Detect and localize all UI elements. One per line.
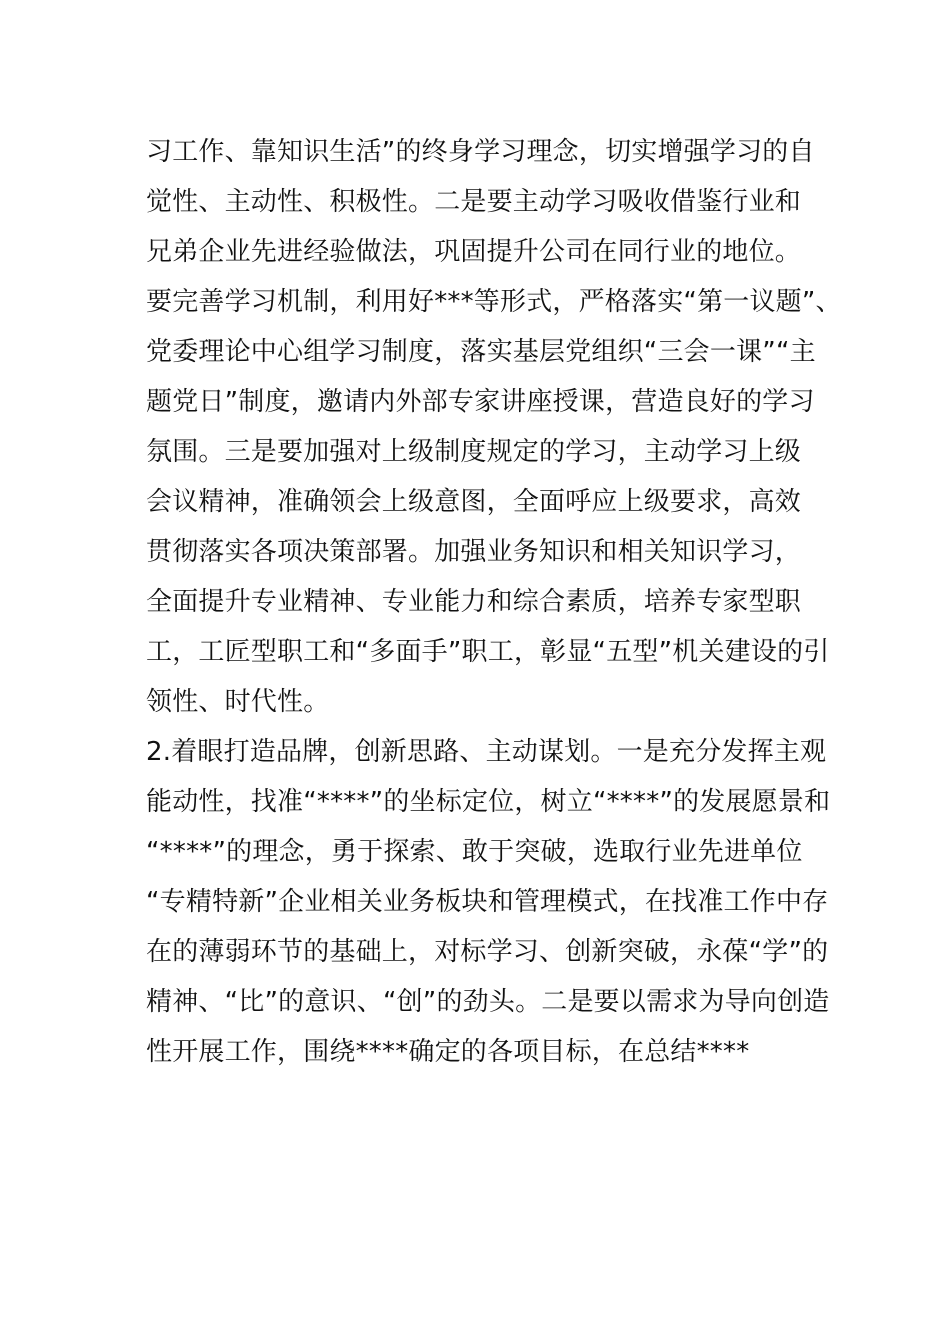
text-line: “****”的理念，勇于探索、敢于突破，选取行业先进单位 xyxy=(146,837,803,867)
text-line: “专精特新”企业相关业务板块和管理模式，在找准工作中存 xyxy=(146,887,829,917)
text-line: 全面提升专业精神、专业能力和综合素质，培养专家型职 xyxy=(146,587,802,617)
text-line: 贯彻落实各项决策部署。加强业务知识和相关知识学习， xyxy=(146,537,802,567)
text-line: 要完善学习机制，利用好***等形式，严格落实“第一议题”、 xyxy=(146,287,842,317)
text-line: 题党日”制度，邀请内外部专家讲座授课，营造良好的学习 xyxy=(146,387,815,417)
text-line: 习工作、靠知识生活”的终身学习理念，切实增强学习的自 xyxy=(146,137,815,167)
text-line: 会议精神，准确领会上级意图，全面呼应上级要求，高效 xyxy=(146,487,802,517)
text-line: 能动性，找准“****”的坐标定位，树立“****”的发展愿景和 xyxy=(146,787,831,817)
text-line: 氛围。三是要加强对上级制度规定的学习，主动学习上级 xyxy=(146,437,802,467)
text-line: 领性、时代性。 xyxy=(146,687,330,717)
text-line: 性开展工作，围绕****确定的各项目标，在总结**** xyxy=(146,1037,750,1067)
section-heading-line: 2.着眼打造品牌，创新思路、主动谋划。一是充分发挥主观 xyxy=(146,737,827,767)
text-line: 工，工匠型职工和“多面手”职工，彰显“五型”机关建设的引 xyxy=(146,637,830,667)
text-line: 在的薄弱环节的基础上，对标学习、创新突破，永葆“学”的 xyxy=(146,937,829,967)
text-line: 觉性、主动性、积极性。二是要主动学习吸收借鉴行业和 xyxy=(146,187,802,217)
text-line: 党委理论中心组学习制度，落实基层党组织“三会一课”“主 xyxy=(146,337,816,367)
text-line: 兄弟企业先进经验做法，巩固提升公司在同行业的地位。 xyxy=(146,237,802,267)
text-line: 精神、“比”的意识、“创”的劲头。二是要以需求为导向创造 xyxy=(146,987,830,1017)
